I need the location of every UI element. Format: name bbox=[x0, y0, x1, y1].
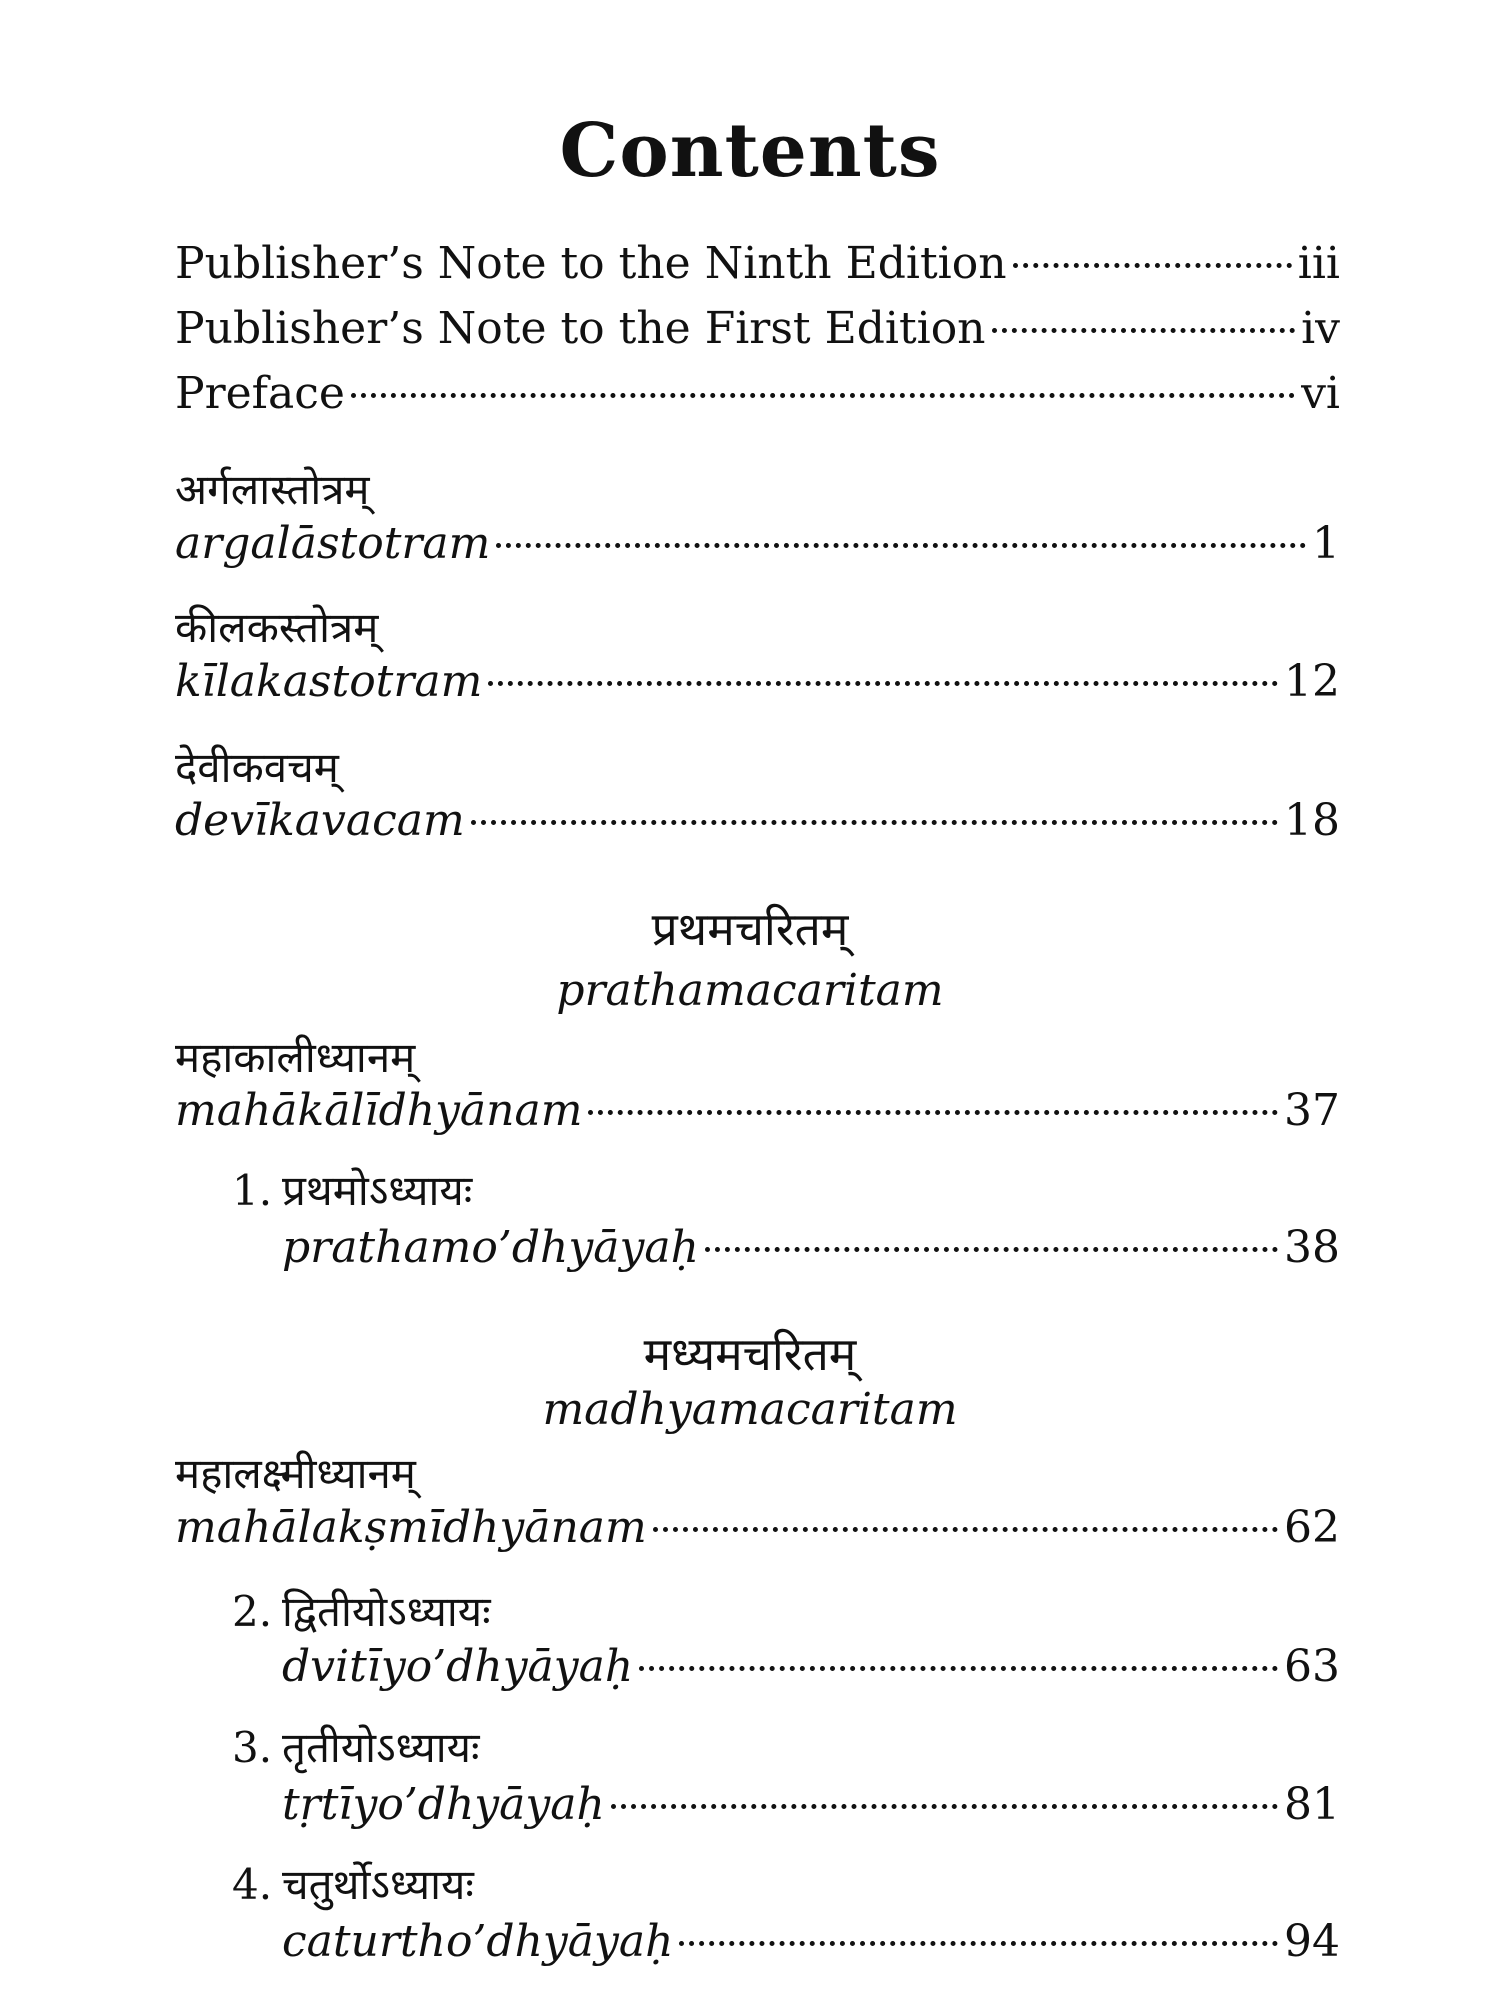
toc-entry-label: tṛtīyo’dhyāyaḥ bbox=[282, 1779, 605, 1830]
chapter-devanagari-title bbox=[232, 1163, 472, 1219]
toc-entry-chapter-4[interactable] bbox=[282, 1914, 1340, 1970]
chapter-devanagari-title bbox=[232, 1584, 491, 1640]
toc-entry-label: devīkavacam bbox=[175, 795, 465, 846]
part-heading-devanagari: मध्यमचरितम् bbox=[643, 1327, 857, 1381]
leader-dots bbox=[351, 393, 1295, 398]
toc-entry-page: vi bbox=[1301, 368, 1340, 419]
toc-devanagari-title: कीलकस्तोत्रम् bbox=[175, 603, 379, 652]
part-heading-roman: prathamacaritam bbox=[556, 965, 944, 1016]
chapter-title-devanagari: द्वितीयोऽध्यायः bbox=[282, 1587, 491, 1636]
toc-entry-page: 37 bbox=[1284, 1085, 1340, 1136]
chapter-title-devanagari: प्रथमोऽध्यायः bbox=[282, 1166, 473, 1215]
toc-entry-chapter-2[interactable] bbox=[282, 1639, 1340, 1695]
toc-entry-label: caturtho’dhyāyaḥ bbox=[282, 1916, 674, 1967]
toc-entry-label: dvitīyo’dhyāyaḥ bbox=[282, 1641, 634, 1692]
leader-dots bbox=[488, 681, 1278, 686]
toc-entry-label: argalāstotram bbox=[175, 518, 491, 569]
chapter-number: 1. bbox=[232, 1166, 273, 1215]
page-title: Contents bbox=[559, 108, 941, 194]
leader-dots bbox=[705, 1247, 1278, 1252]
chapter-title-devanagari: चतुर्थोऽध्यायः bbox=[282, 1860, 474, 1909]
toc-entry-page: 63 bbox=[1284, 1641, 1340, 1692]
toc-entry-page: 1 bbox=[1312, 518, 1340, 569]
chapter-devanagari-title bbox=[232, 1857, 474, 1913]
leader-dots bbox=[992, 328, 1296, 333]
toc-entry-page: iv bbox=[1301, 303, 1340, 354]
leader-dots bbox=[588, 1110, 1278, 1115]
toc-entry-page: 81 bbox=[1284, 1779, 1340, 1830]
toc-entry-argalastotram[interactable] bbox=[175, 516, 1340, 572]
part-heading-roman: madhyamacaritam bbox=[542, 1384, 958, 1435]
leader-dots bbox=[611, 1804, 1278, 1809]
toc-entry-page: 38 bbox=[1284, 1222, 1340, 1273]
toc-entry-kilakastotram[interactable] bbox=[175, 654, 1340, 710]
chapter-number: 3. bbox=[232, 1723, 273, 1772]
toc-entry-label: Publisher’s Note to the Ninth Edition bbox=[175, 238, 1007, 289]
toc-entry-devikavacam[interactable] bbox=[175, 793, 1340, 849]
toc-entry-page: 94 bbox=[1284, 1916, 1340, 1967]
toc-entry-page: iii bbox=[1297, 238, 1340, 289]
part-heading-devanagari: प्रथमचरितम् bbox=[651, 902, 849, 956]
leader-dots bbox=[639, 1666, 1278, 1671]
toc-entry-chapter-1[interactable] bbox=[282, 1220, 1340, 1276]
leader-dots bbox=[1013, 263, 1292, 268]
toc-entry-mahakalidhyanam[interactable] bbox=[175, 1083, 1340, 1139]
toc-entry-label: mahākālīdhyānam bbox=[175, 1085, 583, 1136]
toc-devanagari-title: महाकालीध्यानम् bbox=[175, 1033, 416, 1082]
toc-devanagari-title: महालक्ष्मीध्यानम् bbox=[175, 1449, 416, 1498]
toc-entry-page: 62 bbox=[1284, 1502, 1340, 1553]
chapter-number: 4. bbox=[232, 1860, 273, 1909]
toc-entry-label: kīlakastotram bbox=[175, 656, 483, 707]
toc-entry-chapter-3[interactable] bbox=[282, 1777, 1340, 1833]
toc-entry-ninth-edition-note[interactable] bbox=[175, 236, 1340, 292]
toc-entry-label: Publisher’s Note to the First Edition bbox=[175, 303, 986, 354]
leader-dots bbox=[679, 1941, 1278, 1946]
toc-devanagari-title: देवीकवचम् bbox=[175, 743, 339, 792]
toc-entry-page: 18 bbox=[1284, 795, 1340, 846]
chapter-number: 2. bbox=[232, 1587, 273, 1636]
toc-entry-label: Preface bbox=[175, 368, 345, 419]
chapter-title-devanagari: तृतीयोऽध्यायः bbox=[282, 1723, 480, 1772]
chapter-devanagari-title bbox=[232, 1720, 479, 1776]
toc-entry-first-edition-note[interactable] bbox=[175, 301, 1340, 357]
leader-dots bbox=[471, 820, 1278, 825]
toc-entry-mahalaksmidhyanam[interactable] bbox=[175, 1500, 1340, 1556]
toc-entry-label: prathamo’dhyāyaḥ bbox=[282, 1222, 699, 1273]
leader-dots bbox=[653, 1527, 1278, 1532]
toc-entry-preface[interactable] bbox=[175, 366, 1340, 422]
toc-devanagari-title: अर्गलास्तोत्रम् bbox=[175, 465, 370, 514]
leader-dots bbox=[496, 543, 1306, 548]
toc-entry-page: 12 bbox=[1284, 656, 1340, 707]
toc-entry-label: mahālakṣmīdhyānam bbox=[175, 1502, 647, 1553]
